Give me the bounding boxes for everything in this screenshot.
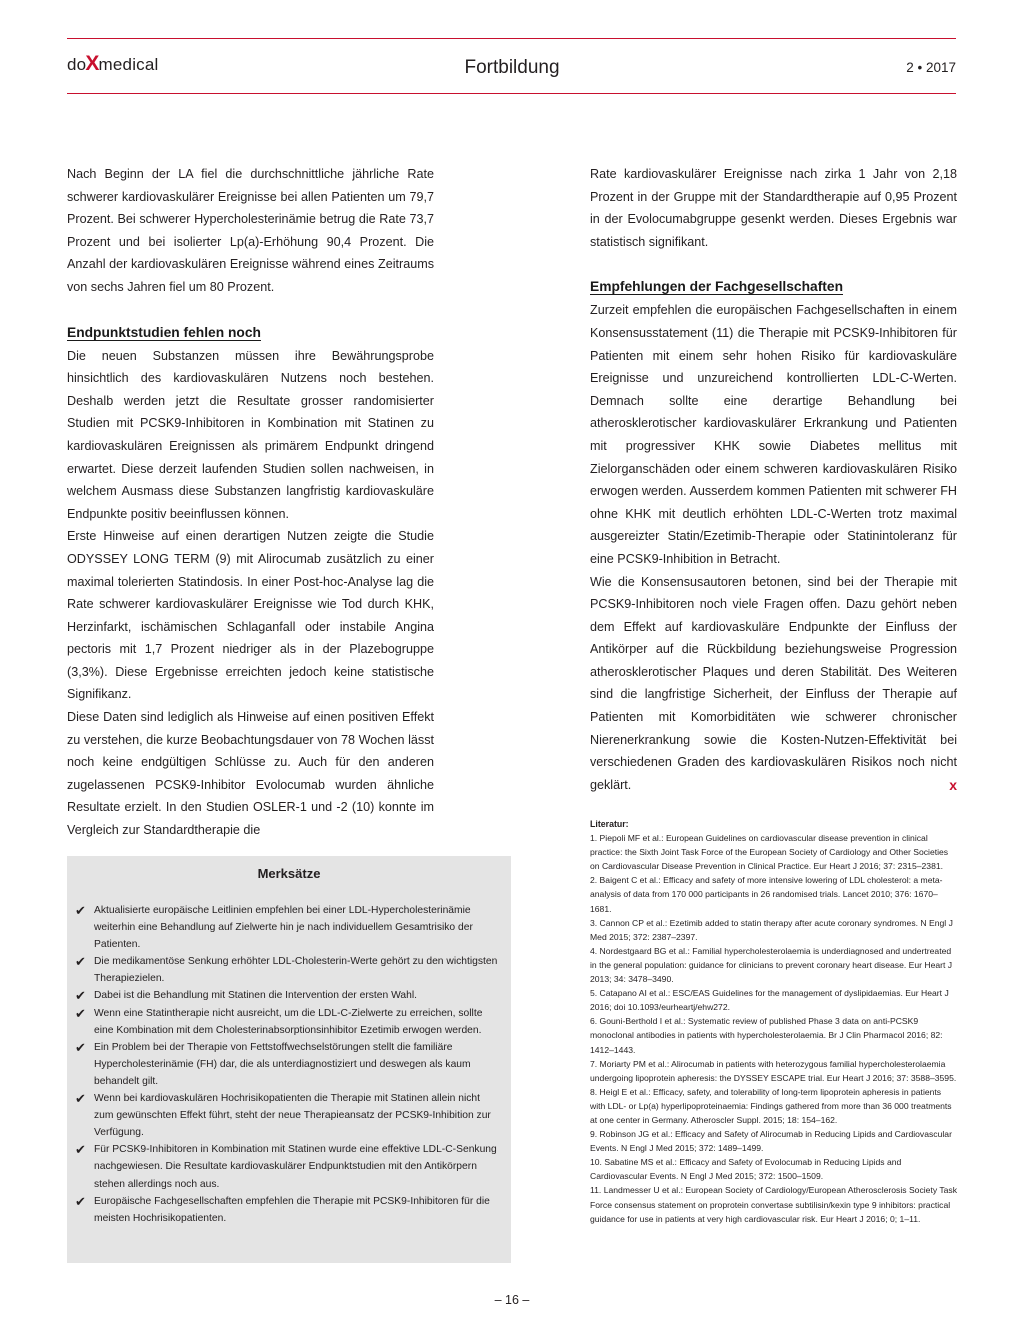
checkmark-icon: ✔	[75, 903, 86, 918]
merksaetze-title: Merksätze	[257, 866, 321, 881]
reference-item: 5. Catapano AI et al.: ESC/EAS Guidelines for the management of dyslipidaemias. Eur Heart J 2016; doi 10.1093/eurheartj/ehw272.	[590, 988, 949, 1013]
paragraph: Rate kardiovaskulärer Ereignisse nach zirka 1 Jahr von 2,18 Prozent in der Gruppe mit der Standardtherapie auf 0,95 Prozent in der Evolocumabgruppe gesenkt werden. Dieses Ergebnis war statistisch signifikant.	[590, 167, 957, 249]
checkmark-icon: ✔	[75, 954, 86, 970]
list-item: ✔ Die medikamentöse Senkung erhöhter LDL-Cholesterin-Werte gehört zu den wichtigsten Therapiezielen.	[75, 954, 498, 985]
heading-text: Endpunktstudien fehlen noch	[67, 324, 261, 340]
merksaetze-box	[67, 856, 511, 1263]
paragraph-text: Wie die Konsensusautoren betonen, sind bei der Therapie mit PCSK9-Inhibitoren noch viele Fragen offen. Dazu gehört neben dem Effekt auf kardiovaskuläre Endpunkte der Einfluss der Antikörper auf die Rückbildung beziehungsweise Progression atherosklerotischer Plaques und deren Stabilität. Des Weiteren sind die langfristige Sicherheit, der Einfluss der Therapie auf Patienten mit Komorbiditäten wie schwerer chronischer Nierenerkrankung sowie die Kosten-Nutzen-Effektivität bei verschiedenen Graden des kardiovaskulären Risikos noch nicht geklärt.	[590, 574, 957, 792]
reference-item: 4. Nordestgaard BG et al.: Familial hypercholesterolaemia is underdiagnosed and undertreated in the general population: guidance for clinicians to prevent coronary heart disease. Eur Heart J 2013; 34: 3478–3490.	[590, 945, 953, 985]
paragraph: Die neuen Substanzen müssen ihre Bewährungsprobe hinsichtlich des kardiovaskulären Nutzens noch bestehen. Deshalb werden jetzt die Resultate grosser randomisierter Studien mit PCSK9-Inhibitoren in Kombination mit Statinen zu kardiovaskulären Ereignissen als primärem Endpunkt dringend erwartet. Diese derzeit laufenden Studien sollen nachweisen, in welchem Ausmass diese Substanzen langfristig kardiovaskuläre Endpunkte positiv beeinflussen können.	[67, 348, 434, 521]
list-item: ✔ Dabei ist die Behandlung mit Statinen die Intervention der ersten Wahl.	[75, 988, 418, 1004]
section-heading	[67, 321, 434, 345]
checkmark-icon: ✔	[75, 1091, 86, 1107]
reference-item: 8. Heigl E et al.: Efficacy, safety, and tolerability of long-term lipoprotein apheresis in patients with LDL- or Lp(a) hyperlipoproteinaemia: Findings gathered from more than 36 000 treatments at one center in Germany. Atheroscler Suppl. 2015; 18: 154–162.	[590, 1086, 952, 1125]
paragraph	[590, 571, 957, 797]
section-title: Fortbildung	[464, 57, 560, 78]
list-item: ✔ Wenn bei kardiovaskulären Hochrisikopatienten die Therapie mit Statinen allein nicht zum gewünschten Effekt führt, steht der neue Therapieansatz der PCSK9-Inhibition zur Verfügung.	[75, 1091, 491, 1139]
logo-x-mark: X	[85, 52, 100, 75]
logo-suffix: medical	[98, 55, 159, 74]
list-item: ✔ Aktualisierte europäische Leitlinien empfehlen bei einer LDL-Hypercholesterinämie weiterhin eine Behandlung auf Zielwerte hin je nach individuellem Gesamtrisiko der Patienten.	[75, 903, 473, 951]
paragraph: Diese Daten sind lediglich als Hinweise auf einen positiven Effekt zu verstehen, die kurze Beobachtungsdauer von 78 Wochen lässt noch keine endgültigen Schlüsse zu. Auch für den anderen zugelassenen PCSK9-Inhibitor Evolocumab wurden ähnliche Resultate erzielt. In den Studien OSLER-1 und -2 (10) konnte im Vergleich zur Standardtherapie die	[67, 710, 434, 838]
reference-item: 1. Piepoli MF et al.: European Guidelines on cardiovascular disease prevention in clinical practice: the Sixth Joint Task Force of the European Society of Cardiology and Other Societies on Cardiovascular Disease Prevention in Clinical Practice. Eur Heart J 2016; 37: 2315–2381.	[590, 833, 949, 872]
references-title: Literatur:	[590, 819, 629, 829]
checkmark-icon: ✔	[75, 1142, 86, 1158]
paragraph: Nach Beginn der LA fiel die durchschnittliche jährliche Rate schwerer kardiovaskulärer Ereignisse bei allen Patienten um 79,7 Prozent. Bei schwerer Hypercholesterinämie betrug die Rate 73,7 Prozent und bei isolierter Lp(a)-Erhöhung 90,4 Prozent. Die Anzahl der kardiovaskulären Ereignisse während eines Zeitraums von sechs Jahren fiel um 80 Prozent.	[67, 167, 434, 294]
checkmark-icon: ✔	[75, 1039, 86, 1055]
list-item: ✔ Wenn eine Statintherapie nicht ausreicht, um die LDL-C-Zielwerte zu erreichen, sollte eine Kombination mit dem Cholesterinabsorptionsinhibitor Ezetimib erwogen werden.	[75, 1005, 483, 1036]
reference-item: 2. Baigent C et al.: Efficacy and safety of more intensive lowering of LDL cholesterol: a meta-analysis of data from 170 000 participants in 26 randomised trials. Lancet 2010; 376: 1670–1681.	[590, 875, 943, 914]
header-top-rule	[67, 38, 956, 39]
list-item: ✔ Europäische Fachgesellschaften empfehlen die Therapie mit PCSK9-Inhibitoren für die meisten Hochrisikopatienten.	[75, 1193, 490, 1224]
section-heading	[590, 275, 957, 299]
heading-text: Empfehlungen der Fachgesellschaften	[590, 279, 843, 295]
checkmark-icon: ✔	[75, 1005, 86, 1021]
right-column	[590, 163, 957, 796]
doxmedical-logo	[67, 54, 159, 75]
issue-number: 2 • 2017	[906, 60, 956, 75]
references	[590, 817, 958, 1226]
page-number: – 16 –	[494, 1293, 530, 1307]
reference-item: 10. Sabatine MS et al.: Efficacy and Safety of Evolocumab in Reducing Lipids and Cardiovascular Events. N Engl J Med 2015; 372: 1500–1509.	[590, 1157, 902, 1182]
merksaetze-list	[67, 902, 511, 1227]
reference-item: 11. Landmesser U et al.: European Society of Cardiology/European Atherosclerosis Society Task Force consensus statement on proprotein convertase subtilisin/kexin type 9 inhibitors: practical guidance for use in patients at very high cardiovascular risk. Eur Heart J 2016; 0; 1–11.	[590, 1185, 958, 1224]
reference-item: 7. Moriarty PM et al.: Alirocumab in patients with heterozygous familial hypercholesterolaemia undergoing lipoprotein apheresis: the DYSSEY ESCAPE trial. Eur Heart J 2016; 37: 3588–3595.	[590, 1058, 957, 1083]
list-item: ✔ Ein Problem bei der Therapie von Fettstoffwechselstörungen stellt die familiäre Hypercholesterinämie (FH) dar, die als unterdiagnostiziert und deswegen als kaum behandelt gilt.	[75, 1039, 471, 1087]
article-end-mark: x	[949, 776, 957, 793]
list-item: ✔ Für PCSK9-Inhibitoren in Kombination mit Statinen wurde eine effektive LDL-C-Senkung nachgewiesen. Die Resultate kardiovaskulärer Endpunktstudien mit den Antikörpern stehen allerdings noch aus.	[75, 1142, 497, 1190]
reference-item: 3. Cannon CP et al.: Ezetimib added to statin therapy after acute coronary syndromes. N Engl J Med 2015; 372: 2387–2397.	[590, 917, 953, 942]
checkmark-icon: ✔	[75, 1193, 86, 1209]
reference-item: 6. Gouni-Berthold I et al.: Systematic review of published Phase 3 data on anti-PCSK9 monoclonal antibodies in patients with hypercholesterolaemia. Br J Clin Pharmacol 2016; 82: 1412–1443.	[590, 1016, 943, 1055]
header-bottom-rule	[67, 93, 956, 94]
checkmark-icon: ✔	[75, 988, 86, 1004]
logo-prefix: do	[67, 55, 87, 74]
left-column	[67, 163, 434, 842]
paragraph: Zurzeit empfehlen die europäischen Fachgesellschaften in einem Konsensusstatement (11) die Therapie mit PCSK9-Inhibitoren für Patienten mit einem sehr hohen Risiko für kardiovaskuläre Ereignisse und unzureichend kontrollierten LDL-C-Werten. Demnach sollte eine derartige Behandlung bei atherosklerotischer kardiovaskulärer Erkrankung und Patienten mit progressiver KHK sowie Diabetes mellitus mit Zielorganschäden oder einem schweren kardiovaskulären Risiko erwogen werden. Ausserdem kommen Patienten mit schwerer FH ohne KHK mit deutlich erhöhten LDL-C-Werten trotz maximal ausgereizter Statin/Ezetimib-Therapie oder Statinintoleranz für eine PCSK9-Inhibition in Betracht.	[590, 303, 957, 566]
reference-item: 9. Robinson JG et al.: Efficacy and Safety of Alirocumab in Reducing Lipids and Cardiovascular Events. N Engl J Med 2015; 372: 1489–1499.	[590, 1129, 952, 1154]
paragraph: Erste Hinweise auf einen derartigen Nutzen zeigte die Studie ODYSSEY LONG TERM (9) mit Alirocumab zusätzlich zu einer maximal tolerierten Statindosis. In einer Post-hoc-Analyse lag die Rate schwerer kardiovaskulärer Ereignisse wie Tod durch KHK, Herzinfarkt, ischämischen Schlaganfall oder instabile Angina pectoris mit 1,7 Prozent niedriger als in der Plazebogruppe (3,3%). Diese Ergebnisse erreichten jedoch keine statistische Signifikanz.	[67, 529, 434, 702]
